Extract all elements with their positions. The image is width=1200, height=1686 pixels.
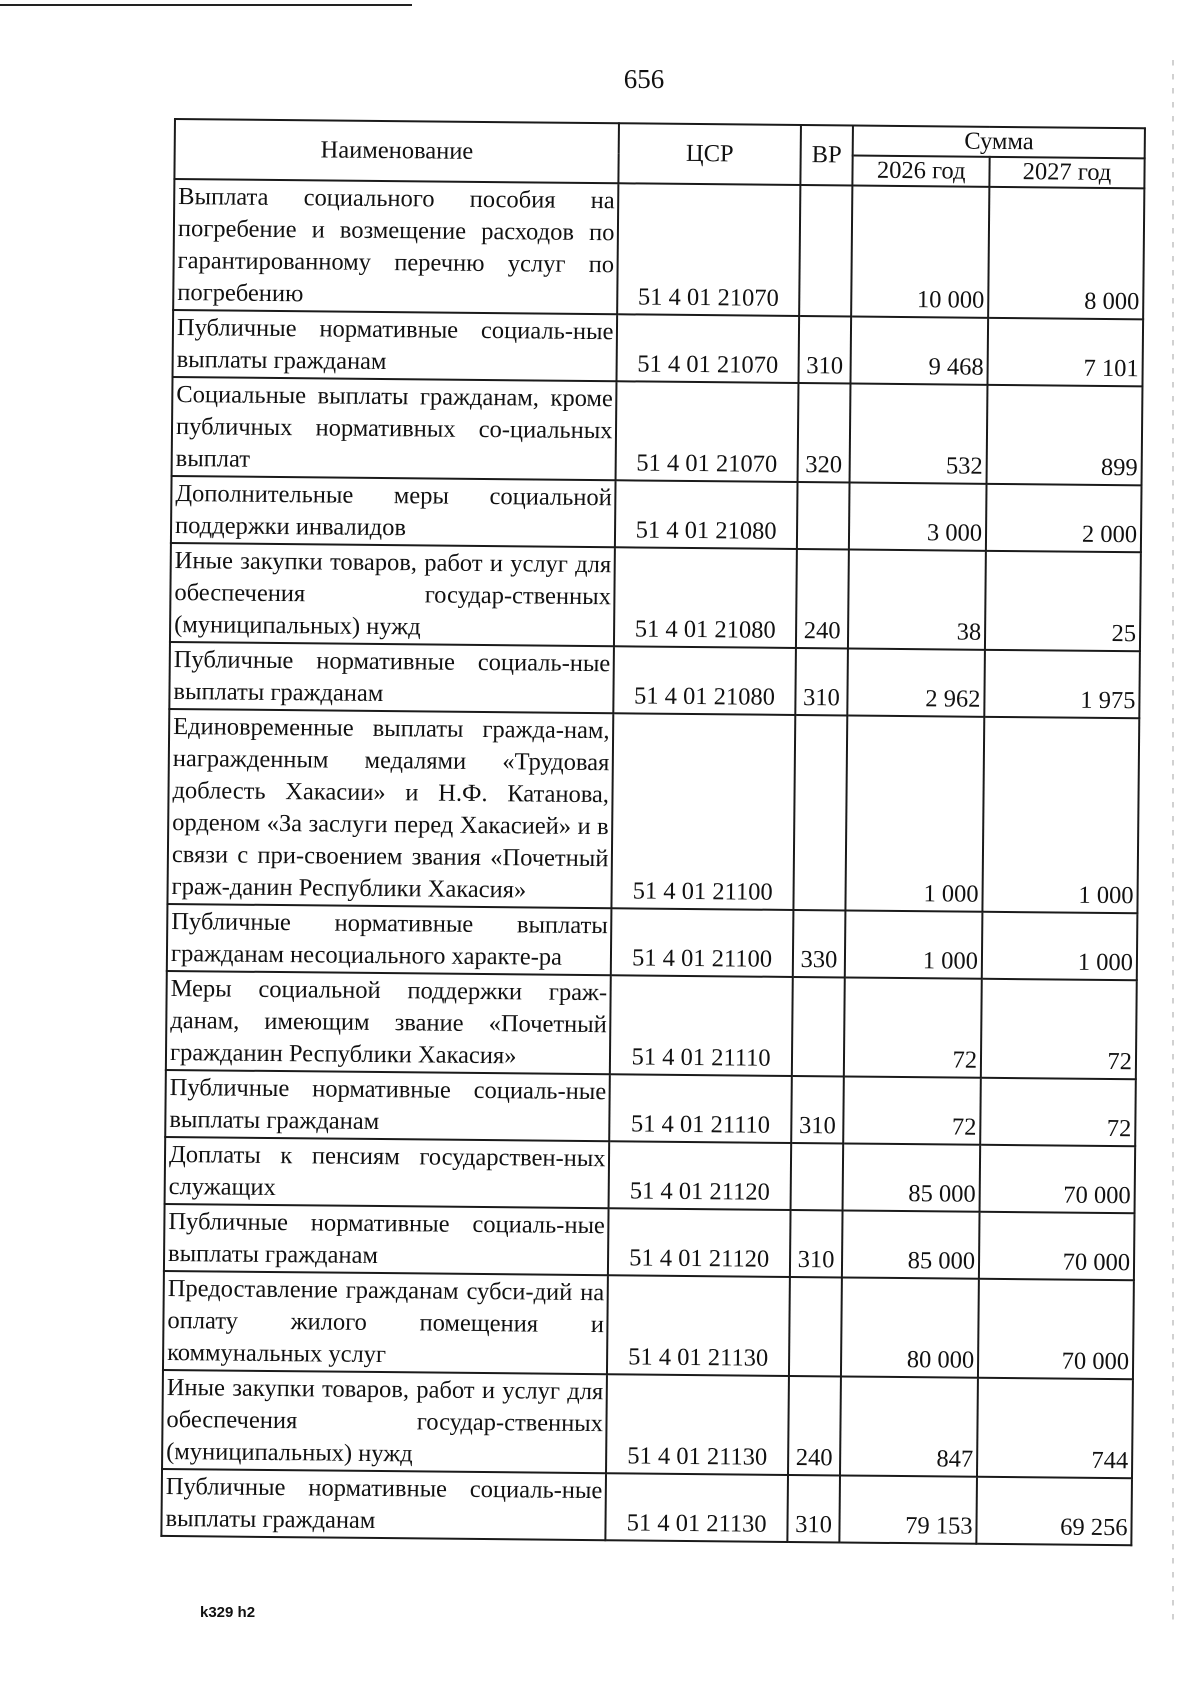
- row-vr: [790, 1143, 843, 1211]
- row-name: Выплата социального пособия на погребение и возмещение расходов по гарантированному перечню услуг по погребению: [173, 179, 619, 314]
- table-row: [162, 1370, 1133, 1478]
- row-vr: 330: [793, 910, 846, 978]
- row-sum-2027: 70 000: [978, 1279, 1134, 1379]
- row-csr: 51 4 01 21080: [614, 547, 796, 648]
- row-sum-2026: 80 000: [841, 1277, 979, 1377]
- table-row: [163, 1271, 1134, 1379]
- row-name: Единовременные выплаты гражда-нам, награжденным медалями «Трудовая доблесть Хакасии» и Н.Ф. Катанова, орденом «За заслуги перед Хакасией» и в связи с при-своением звания «Почетный граж-данин Республики Хакасия»: [167, 709, 613, 908]
- row-name: Предоставление гражданам субси-дий на оплату жилого помещения и коммунальных услуг: [163, 1271, 608, 1374]
- row-csr: 51 4 01 21130: [607, 1275, 789, 1376]
- row-sum-2027: 1 000: [982, 912, 1138, 980]
- row-sum-2026: 85 000: [843, 1143, 980, 1211]
- row-sum-2026: 2 962: [848, 648, 985, 716]
- row-sum-2026: 3 000: [849, 483, 986, 551]
- header-year-2026: 2026 год: [853, 156, 990, 187]
- row-vr: 310: [791, 1076, 844, 1144]
- row-sum-2026: 9 468: [851, 317, 988, 385]
- row-sum-2026: 72: [844, 1076, 981, 1144]
- row-sum-2026: 532: [850, 384, 988, 484]
- row-sum-2026: 10 000: [851, 186, 989, 318]
- table-body: [161, 179, 1144, 1545]
- row-vr: [797, 482, 850, 550]
- row-vr: 310: [790, 1210, 843, 1278]
- header-csr: ЦСР: [619, 123, 801, 185]
- row-sum-2026: 72: [844, 977, 982, 1077]
- row-sum-2026: 79 153: [840, 1475, 977, 1543]
- row-name: Публичные нормативные социаль-ные выплаты гражданам: [169, 642, 614, 713]
- table-row: [167, 709, 1139, 913]
- footer-code: k329 h2: [200, 1604, 256, 1621]
- table-row: [173, 310, 1144, 386]
- row-sum-2027: 1 000: [982, 717, 1139, 913]
- row-sum-2027: 72: [980, 1078, 1136, 1146]
- row-sum-2027: 25: [985, 551, 1141, 651]
- row-csr: 51 4 01 21070: [617, 314, 799, 383]
- header-year-2027: 2027 год: [989, 157, 1144, 188]
- row-sum-2027: 1 975: [984, 650, 1140, 718]
- row-sum-2027: 2 000: [986, 484, 1142, 552]
- row-sum-2027: 899: [987, 385, 1143, 485]
- table-row: [170, 543, 1141, 651]
- top-rule: [0, 4, 412, 6]
- row-name: Публичные нормативные социаль-ные выплаты гражданам: [173, 310, 618, 381]
- page-number: 656: [623, 64, 665, 94]
- table-row: [166, 971, 1137, 1079]
- row-csr: 51 4 01 21110: [610, 1074, 792, 1143]
- row-csr: 51 4 01 21070: [616, 381, 798, 482]
- row-csr: 51 4 01 21080: [615, 480, 797, 549]
- row-vr: 310: [798, 316, 851, 384]
- row-sum-2027: 744: [977, 1378, 1133, 1478]
- row-sum-2027: 8 000: [988, 187, 1144, 319]
- table-row: [164, 1204, 1135, 1280]
- row-csr: 51 4 01 21110: [610, 975, 792, 1076]
- row-vr: [789, 1277, 843, 1377]
- table-row: [165, 1070, 1136, 1146]
- row-csr: 51 4 01 21120: [608, 1208, 790, 1277]
- row-vr: 240: [796, 549, 850, 649]
- row-sum-2026: 85 000: [842, 1210, 979, 1278]
- row-sum-2027: 72: [981, 979, 1137, 1079]
- table-row: [169, 642, 1140, 718]
- row-csr: 51 4 01 21100: [612, 713, 795, 910]
- row-sum-2027: 7 101: [988, 318, 1144, 386]
- row-vr: [793, 715, 848, 910]
- budget-table: [160, 118, 1146, 1546]
- header-vr: ВР: [800, 125, 853, 186]
- row-vr: [792, 977, 846, 1077]
- table-row: [173, 179, 1144, 319]
- row-sum-2027: 70 000: [979, 1212, 1135, 1280]
- row-name: Дополнительные меры социальной поддержки инвалидов: [171, 476, 616, 547]
- row-vr: 310: [787, 1475, 840, 1543]
- row-vr: 240: [788, 1376, 842, 1476]
- row-sum-2026: 1 000: [846, 715, 985, 911]
- row-name: Публичные нормативные социаль-ные выплаты гражданам: [165, 1070, 610, 1141]
- row-name: Публичные нормативные социаль-ные выплаты гражданам: [164, 1204, 609, 1275]
- row-csr: 51 4 01 21100: [611, 908, 793, 977]
- row-name: Меры социальной поддержки граж-данам, имеющим звание «Почетный гражданин Республики Хакасия»: [166, 971, 611, 1074]
- row-name: Доплаты к пенсиям государствен-ных служащих: [165, 1137, 610, 1208]
- row-sum-2027: 69 256: [976, 1477, 1132, 1545]
- row-vr: 310: [795, 648, 848, 716]
- table-row: [171, 476, 1142, 552]
- row-name: Иные закупки товаров, работ и услуг для обеспечения государ-ственных (муниципальных) нужд: [170, 543, 615, 646]
- row-name: Иные закупки товаров, работ и услуг для обеспечения государ-ственных (муниципальных) нужд: [162, 1370, 607, 1473]
- row-vr: 320: [797, 383, 851, 483]
- header-sum: Сумма: [853, 126, 1145, 159]
- table-row: [167, 904, 1138, 980]
- row-sum-2027: 70 000: [980, 1145, 1136, 1213]
- row-sum-2026: 38: [848, 550, 986, 650]
- row-csr: 51 4 01 21080: [614, 646, 796, 715]
- row-csr: 51 4 01 21130: [606, 1473, 788, 1542]
- row-sum-2026: 1 000: [845, 910, 982, 978]
- row-csr: 51 4 01 21070: [618, 183, 800, 316]
- table-row: [165, 1137, 1136, 1213]
- header-row-top: [175, 119, 1145, 158]
- row-vr: [799, 185, 853, 316]
- table-row: [172, 377, 1143, 485]
- scan-margin-artifact: [1172, 60, 1174, 1620]
- header-name: Наименование: [174, 119, 619, 183]
- row-csr: 51 4 01 21120: [609, 1141, 791, 1210]
- table-row: [161, 1469, 1132, 1545]
- row-sum-2026: 847: [840, 1376, 978, 1476]
- row-name: Публичные нормативные выплаты гражданам несоциального характе-ра: [167, 904, 612, 975]
- row-name: Социальные выплаты гражданам, кроме публичных нормативных со-циальных выплат: [172, 377, 617, 480]
- row-name: Публичные нормативные социаль-ные выплаты гражданам: [161, 1469, 606, 1540]
- row-csr: 51 4 01 21130: [606, 1374, 788, 1475]
